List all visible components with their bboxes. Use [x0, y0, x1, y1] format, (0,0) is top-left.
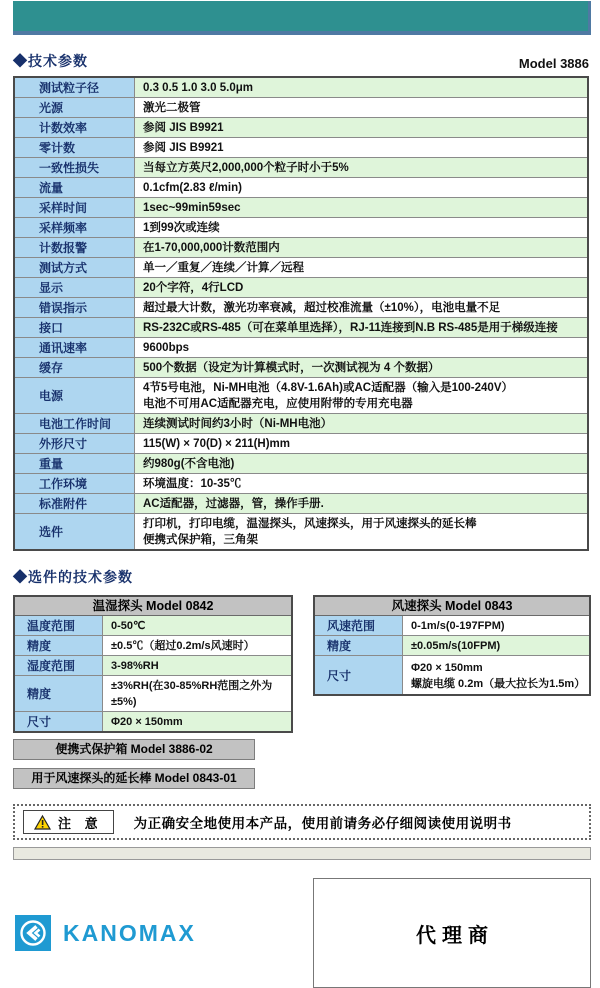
table-row	[15, 433, 587, 453]
kanomax-logo-glyph	[18, 918, 48, 948]
row-label: 重量	[15, 454, 135, 473]
row-value: Φ20 × 150mm 螺旋电缆 0.2m（最大拉长为1.5m）	[403, 656, 589, 694]
table-row	[15, 616, 291, 635]
spec-table	[13, 76, 589, 551]
row-value: Φ20 × 150mm	[103, 712, 291, 731]
spec-sheet-page	[0, 1, 600, 947]
model-label: Model 3886	[518, 56, 589, 71]
table-row	[15, 97, 587, 117]
table-row	[315, 616, 589, 635]
row-value: ±0.5℃（超过0.2m/s风速时）	[103, 636, 291, 655]
row-value: 0.1cfm(2.83 ℓ/min)	[135, 178, 587, 197]
airspeed-probe-title: 风速探头 Model 0843	[315, 597, 589, 616]
agent-box	[313, 878, 591, 988]
table-row	[15, 117, 587, 137]
row-label: 缓存	[15, 358, 135, 377]
table-row	[15, 413, 587, 433]
row-label: 零计数	[15, 138, 135, 157]
tech-params-title: ◆技术参数	[13, 53, 88, 69]
table-row	[15, 237, 587, 257]
divider-bar	[13, 847, 591, 860]
row-label: 流量	[15, 178, 135, 197]
row-value: 参阅 JIS B9921	[135, 118, 587, 137]
row-label: 标准附件	[15, 494, 135, 513]
optional-params-header	[13, 567, 591, 587]
humidity-probe-title: 温湿探头 Model 0842	[15, 597, 291, 616]
footer	[13, 878, 591, 988]
row-value: 0.3 0.5 1.0 3.0 5.0μm	[135, 78, 587, 97]
row-label: 选件	[15, 514, 135, 549]
row-value: 9600bps	[135, 338, 587, 357]
row-label: 精度	[315, 636, 403, 655]
row-value: 约980g(不含电池)	[135, 454, 587, 473]
table-row	[15, 337, 587, 357]
airspeed-probe-rows	[315, 616, 589, 694]
tech-params-header	[13, 51, 591, 71]
row-label: 尺寸	[315, 656, 403, 694]
row-value: 打印机，打印电缆，温湿探头，风速探头，用于风速探头的延长棒 便携式保护箱，三角架	[135, 514, 587, 549]
table-row	[15, 675, 291, 711]
row-label: 采样频率	[15, 218, 135, 237]
row-value: 单一／重复／连续／计算／远程	[135, 258, 587, 277]
row-label: 计数效率	[15, 118, 135, 137]
table-row	[15, 493, 587, 513]
notice-badge-label: 注 意	[58, 815, 103, 831]
row-label: 风速范围	[315, 616, 403, 635]
row-label: 通讯速率	[15, 338, 135, 357]
row-value: 在1-70,000,000计数范围内	[135, 238, 587, 257]
top-banner	[13, 1, 591, 35]
table-row	[15, 157, 587, 177]
row-value: 115(W) × 70(D) × 211(H)mm	[135, 434, 587, 453]
row-value: 参阅 JIS B9921	[135, 138, 587, 157]
probe-tables	[13, 595, 591, 733]
safety-notice	[13, 804, 591, 840]
row-label: 外形尺寸	[15, 434, 135, 453]
row-label: 错误指示	[15, 298, 135, 317]
table-row	[315, 655, 589, 694]
table-row	[15, 711, 291, 731]
row-label: 测试粒子径	[15, 78, 135, 97]
table-row	[15, 217, 587, 237]
row-label: 一致性损失	[15, 158, 135, 177]
row-value: ±3%RH(在30-85%RH范围之外为±5%)	[103, 676, 291, 711]
row-value: 20个字符，4行LCD	[135, 278, 587, 297]
brand-row	[13, 878, 196, 988]
airspeed-probe-table	[313, 595, 591, 696]
row-value: 当每立方英尺2,000,000个粒子时小于5%	[135, 158, 587, 177]
table-row	[15, 137, 587, 157]
table-row	[315, 635, 589, 655]
row-value: 超过最大计数，激光功率衰减，超过校准流量（±10%），电池电量不足	[135, 298, 587, 317]
row-label: 计数报警	[15, 238, 135, 257]
table-row	[15, 635, 291, 655]
row-label: 显示	[15, 278, 135, 297]
row-label: 湿度范围	[15, 656, 103, 675]
row-label: 光源	[15, 98, 135, 117]
row-value: AC适配器，过滤器，管，操作手册.	[135, 494, 587, 513]
table-row	[15, 297, 587, 317]
option-bar-case: 便携式保护箱 Model 3886-02	[13, 739, 255, 760]
table-row	[15, 177, 587, 197]
row-label: 精度	[15, 636, 103, 655]
row-value: 500个数据（设定为计算模式时，一次测试视为 4 个数据）	[135, 358, 587, 377]
table-row	[15, 473, 587, 493]
table-row	[15, 513, 587, 549]
row-value: 连续测试时间约3小时（Ni-MH电池）	[135, 414, 587, 433]
table-row	[15, 197, 587, 217]
page-content	[13, 1, 591, 988]
row-value: RS-232C或RS-485（可在菜单里选择），RJ-11连接到N.B RS-485是用于梯级连接	[135, 318, 587, 337]
humidity-probe-table	[13, 595, 293, 733]
kanomax-logo-icon	[15, 915, 51, 951]
row-value: 0-1m/s(0-197FPM)	[403, 616, 589, 635]
row-label: 接口	[15, 318, 135, 337]
optional-params-title: ◆选件的技术参数	[13, 569, 133, 585]
row-value: 激光二极管	[135, 98, 587, 117]
table-row	[15, 277, 587, 297]
row-value: 环境温度：10-35℃	[135, 474, 587, 493]
table-row	[15, 655, 291, 675]
row-value: ±0.05m/s(10FPM)	[403, 636, 589, 655]
table-row	[15, 453, 587, 473]
notice-badge	[23, 810, 114, 834]
table-row	[15, 317, 587, 337]
row-label: 温度范围	[15, 616, 103, 635]
row-label: 电池工作时间	[15, 414, 135, 433]
row-label: 精度	[15, 676, 103, 711]
row-label: 采样时间	[15, 198, 135, 217]
table-row	[15, 257, 587, 277]
row-label: 工作环境	[15, 474, 135, 493]
row-value: 4节5号电池，Ni-MH电池（4.8V-1.6Ah)或AC适配器（输入是100-240V） 电池不可用AC适配器充电，应使用附带的专用充电器	[135, 378, 587, 413]
table-row	[15, 78, 587, 97]
warning-triangle-icon	[34, 815, 51, 830]
row-value: 0-50℃	[103, 616, 291, 635]
agent-box-label: 代理商	[416, 924, 494, 947]
table-row	[15, 357, 587, 377]
row-label: 电源	[15, 378, 135, 413]
option-bar-extension-rod: 用于风速探头的延长棒 Model 0843-01	[13, 768, 255, 789]
brand-name: KANOMAX	[63, 919, 196, 946]
row-value: 3-98%RH	[103, 656, 291, 675]
row-value: 1sec~99min59sec	[135, 198, 587, 217]
humidity-probe-rows	[15, 616, 291, 731]
row-label: 尺寸	[15, 712, 103, 731]
row-label: 测试方式	[15, 258, 135, 277]
table-row	[15, 377, 587, 413]
notice-text: 为正确安全地使用本产品，使用前请务必仔细阅读使用说明书	[133, 816, 512, 831]
row-value: 1到99次或连续	[135, 218, 587, 237]
